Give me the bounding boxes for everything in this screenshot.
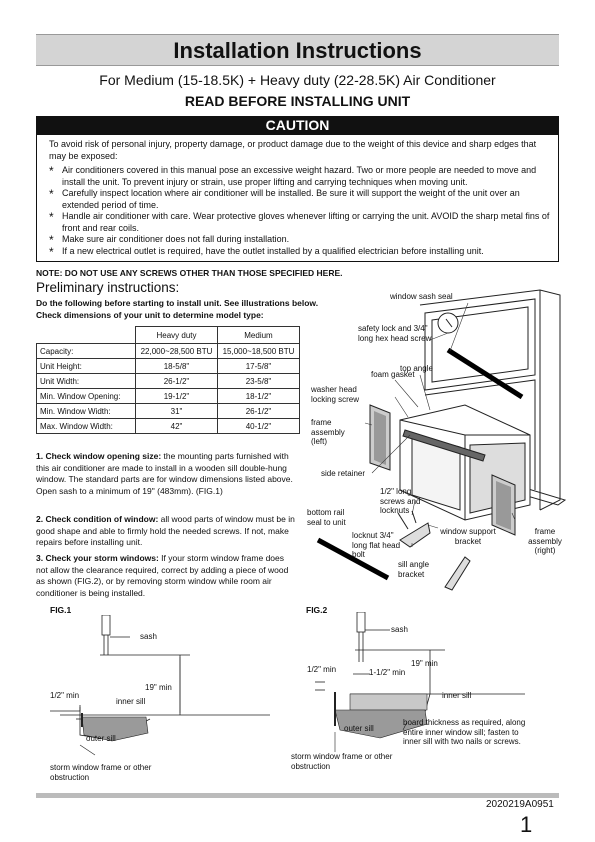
fig1-title: FIG.1 [50, 605, 72, 615]
fig2-title: FIG.2 [306, 605, 328, 615]
table-cell: 31" [136, 404, 218, 419]
table-cell: 26-1/2" [218, 404, 300, 419]
label-washer-head: washer head locking screw [311, 385, 360, 404]
preliminary-line: Do the following before starting to install unit. See illustrations below. [36, 298, 319, 308]
page-number: 1 [520, 812, 533, 837]
fig1-inner-sill: inner sill [116, 697, 146, 706]
table-row [37, 359, 300, 374]
fig2-inner-sill: inner sill [442, 691, 472, 700]
title-bar [36, 34, 559, 66]
table-cell: 19-1/2" [136, 389, 218, 404]
table-cell: 26-1/2" [136, 374, 218, 389]
label-safety-lock: safety lock and 3/4" long hex head screw [358, 324, 432, 343]
step-text: If your storm window frame does not allow the clearance required, correct by adding a piece of wood as shown (FIG.2), or by removing storm window while room air conditioner is being installed. [36, 553, 289, 598]
fig1-half-min: 1/2" min [50, 691, 80, 700]
table-cell: Capacity: [37, 344, 136, 359]
table-cell: Unit Width: [37, 374, 136, 389]
table-cell: 40-1/2" [218, 419, 300, 434]
table-cell: 18-5/8" [136, 359, 218, 374]
caution-box [36, 134, 559, 262]
label-locknut: locknut 3/4" long flat head bolt [352, 531, 401, 559]
footer-bar [36, 793, 559, 798]
table-cell: 23-5/8" [218, 374, 300, 389]
table-row [37, 344, 300, 359]
table-header: Heavy duty [136, 327, 218, 344]
step-text: the mounting parts furnished with this air conditioner are made to install in a wooden sill double-hung window. The standard parts are for window dimensions listed above. Open sash to a minimum of 19" (483mm). (FIG.1) [36, 451, 293, 496]
table-cell: Min. Window Width: [37, 404, 136, 419]
step-3 [36, 553, 298, 599]
fig2-board: board thickness as required, along entire inner window sill; fasten to inner sill with two nails or screws. [403, 718, 526, 746]
table-header-row [37, 327, 300, 344]
table-cell: Min. Window Opening: [37, 389, 136, 404]
step-text: all wood parts of window must be in good shape and able to firmly hold the needed screws. If not, make repairs before installing unit. [36, 514, 295, 547]
fig1-sash: sash [140, 632, 157, 641]
read-before-heading: READ BEFORE INSTALLING UNIT [184, 93, 411, 109]
table-cell: 17-5/8" [218, 359, 300, 374]
caution-bullet-text: If a new electrical outlet is required, have the outlet installed by a qualified electrician before installing unit. [62, 246, 484, 256]
fig1-storm: storm window frame or other obstruction [50, 763, 152, 782]
table-row [37, 374, 300, 389]
label-frame-right: frame assembly (right) [528, 527, 562, 555]
table-header [37, 327, 136, 344]
table-cell: 22,000~28,500 BTU [136, 344, 218, 359]
table-row [37, 389, 300, 404]
fig2-19-min: 19" min [411, 659, 438, 668]
subtitle: For Medium (15-18.5K) + Heavy duty (22-28.5K) Air Conditioner [99, 72, 496, 88]
table-row [37, 419, 300, 434]
step-label: 1. Check window opening size: [36, 451, 162, 461]
preliminary-line: Check dimensions of your unit to determine model type: [36, 310, 264, 320]
fig2-half-min: 1/2" min [307, 665, 337, 674]
step-1 [36, 451, 298, 497]
preliminary-heading: Preliminary instructions: [36, 280, 180, 295]
caution-bullet-text: Carefully inspect location where air conditioner will be installed. Be sure it will support the weight of the unit over an extended period of time. [62, 188, 520, 210]
page-title: Installation Instructions [173, 38, 422, 63]
table-cell: Max. Window Width: [37, 419, 136, 434]
bullet-star-icon: * [49, 187, 54, 201]
screw-note: NOTE: DO NOT USE ANY SCREWS OTHER THAN THOSE SPECIFIED HERE. [36, 268, 343, 278]
fig2-storm: storm window frame or other obstruction [291, 752, 393, 771]
caution-bullet-text: Handle air conditioner with care. Wear protective gloves whenever lifting or carrying the unit. AVOID the sharp metal fins of front and rear coils. [62, 211, 550, 233]
table-cell: 15,000~18,500 BTU [218, 344, 300, 359]
step-2 [36, 514, 298, 549]
fig1-19-min: 19" min [145, 683, 172, 692]
caution-bullet-text: Air conditioners covered in this manual pose an excessive weight hazard. Two or more people are needed to move and install the unit. To prevent injury or strain, use proper lifting and carrying techniques when moving unit. [62, 165, 537, 187]
table-cell: 18-1/2" [218, 389, 300, 404]
fig2-one-half-min: 1-1/2" min [369, 668, 406, 677]
caution-title: CAUTION [265, 117, 330, 133]
table-row [37, 404, 300, 419]
bullet-star-icon: * [49, 245, 54, 259]
footer-code: 2020219A0951 [486, 799, 554, 810]
fig1-outer-sill: outer sill [86, 734, 116, 743]
label-sill-angle: sill angle bracket [398, 560, 430, 579]
step-label: 2. Check condition of window: [36, 514, 159, 524]
table-cell: 42" [136, 419, 218, 434]
label-side-retainer: side retainer [321, 469, 366, 478]
fig2-sash: sash [391, 625, 408, 634]
bullet-star-icon: * [49, 210, 54, 224]
caution-bullet-text: Make sure air conditioner does not fall during installation. [62, 234, 290, 244]
table-header: Medium [218, 327, 300, 344]
label-window-sash-seal: window sash seal [390, 292, 453, 301]
caution-bar [36, 116, 559, 134]
bullet-star-icon: * [49, 164, 54, 178]
step-label: 3. Check your storm windows: [36, 553, 159, 563]
table-cell: Unit Height: [37, 359, 136, 374]
label-window-support: window support bracket [440, 527, 496, 546]
label-bottom-rail: bottom rail seal to unit [307, 508, 346, 527]
fig2-outer-sill: outer sill [344, 724, 374, 733]
label-foam-gasket: foam gasket [371, 370, 415, 379]
label-screws-locknuts: 1/2" long screws and locknuts [380, 487, 421, 515]
label-frame-left: frame assembly (left) [311, 418, 345, 446]
spec-table [36, 326, 300, 434]
label-top-angle: top angle [400, 364, 433, 373]
bullet-star-icon: * [49, 233, 54, 247]
caution-intro: To avoid risk of personal injury, property damage, or product damage due to the weight of this device and sharp edges that may be exposed: [49, 139, 537, 161]
